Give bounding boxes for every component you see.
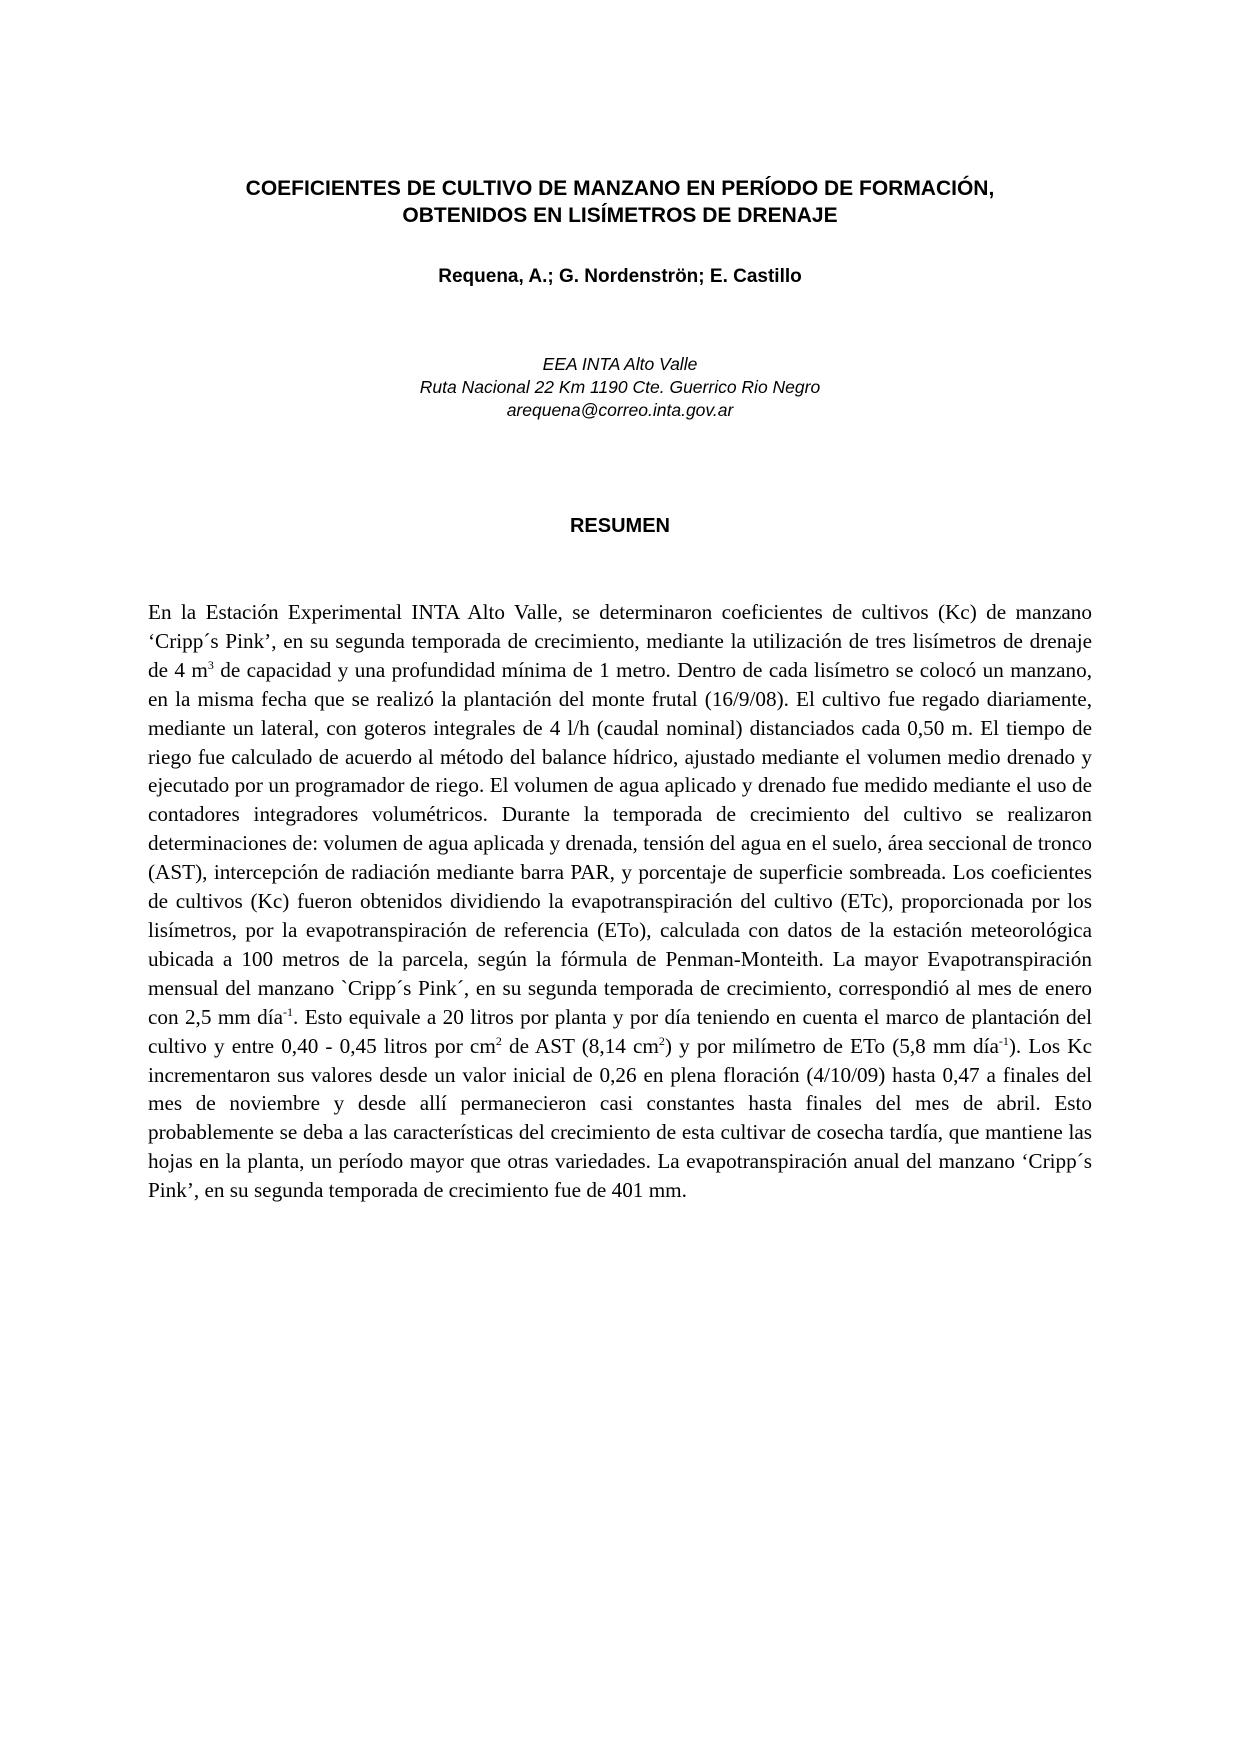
affiliation: [120, 353, 1120, 422]
title-line-2: OBTENIDOS EN LISÍMETROS DE DRENAJE: [402, 204, 838, 227]
affiliation-institution: EEA INTA Alto Valle: [542, 354, 698, 374]
section-heading-resumen: RESUMEN: [569, 515, 670, 537]
abstract-body: [148, 598, 1092, 1205]
abstract-text-4: de AST (8,14 cm: [501, 1033, 659, 1058]
affiliation-address: Ruta Nacional 22 Km 1190 Cte. Guerrico Rio Negro: [419, 377, 821, 397]
abstract-sup-5: -1: [998, 1033, 1009, 1048]
abstract-sup-3: 2: [495, 1033, 502, 1048]
abstract-sup-1: 3: [207, 657, 214, 672]
affiliation-email: arequena@correo.inta.gov.ar: [506, 400, 734, 420]
abstract-text-6: ). Los Kc incrementaron sus valores desde un valor inicial de 0,26 en plena floración (4/10/09) hasta 0,47 a finales del mes de noviembre y desde allí permanecieron casi constantes hasta finales del mes de abril. Esto probablemente se deba a las características del crecimiento de esta cultivar de cosecha tardía, que mantiene las hojas en la planta, un período mayor que otras variedades. La evapotranspiración anual del manzano ‘Cripp´s Pink’, en su segunda temporada de crecimiento fue de 401 mm.: [148, 1033, 1092, 1203]
abstract-text-5: ) y por milímetro de ETo (5,8 mm día: [664, 1033, 999, 1058]
author-list: Requena, A.; G. Nordenströn; E. Castillo: [438, 266, 802, 287]
abstract-text-2: de capacidad y una profundidad mínima de 1 metro. Dentro de cada lisímetro se colocó un manzano, en la misma fecha que se realizó la plantación del monte frutal (16/9/08). El cultivo fue regado diariamente, mediante un lateral, con goteros integrales de 4 l/h (caudal nominal) distanciados cada 0,50 m. El tiempo de riego fue calculado de acuerdo al método del balance hídrico, ajustado mediante el volumen medio drenado y ejecutado por un programador de riego. El volumen de agua aplicado y drenado fue medido mediante el uso de contadores integradores volumétricos. Durante la temporada de crecimiento del cultivo se realizaron determinaciones de: volumen de agua aplicada y drenada, tensión del agua en el suelo, área seccional de tronco (AST), intercepción de radiación mediante barra PAR, y porcentaje de superficie sombreada. Los coeficientes de cultivos (Kc) fueron obtenidos dividiendo la evapotranspiración del cultivo (ETc), proporcionada por los lisímetros, por la evapotranspiración de referencia (ETo), calculada con datos de la estación meteorológica ubicada a 100 metros de la parcela, según la fórmula de Penman-Monteith. La mayor Evapotranspiración mensual del manzano `Cripp´s Pink´, en su segunda temporada de crecimiento, correspondió al mes de enero con 2,5 mm día: [148, 657, 1092, 1029]
abstract-sup-4: 2: [658, 1033, 665, 1048]
abstract-text-3: . Esto equivale a 20 litros por planta y por día teniendo en cuenta el marco de plantación del cultivo y entre 0,40 - 0,45 litros por cm: [148, 1004, 1092, 1058]
title-line-1: COEFICIENTES DE CULTIVO DE MANZANO EN PERÍODO DE FORMACIÓN,: [245, 177, 995, 200]
paper-title: [120, 175, 1120, 229]
abstract-sup-2: -1: [283, 1004, 294, 1019]
abstract-text-1: En la Estación Experimental INTA Alto Valle, se determinaron coeficientes de cultivos (Kc) de manzano ‘Cripp´s Pink’, en su segunda temporada de crecimiento, mediante la utilización de tres lisímetros de drenaje de 4 m: [148, 600, 1092, 682]
